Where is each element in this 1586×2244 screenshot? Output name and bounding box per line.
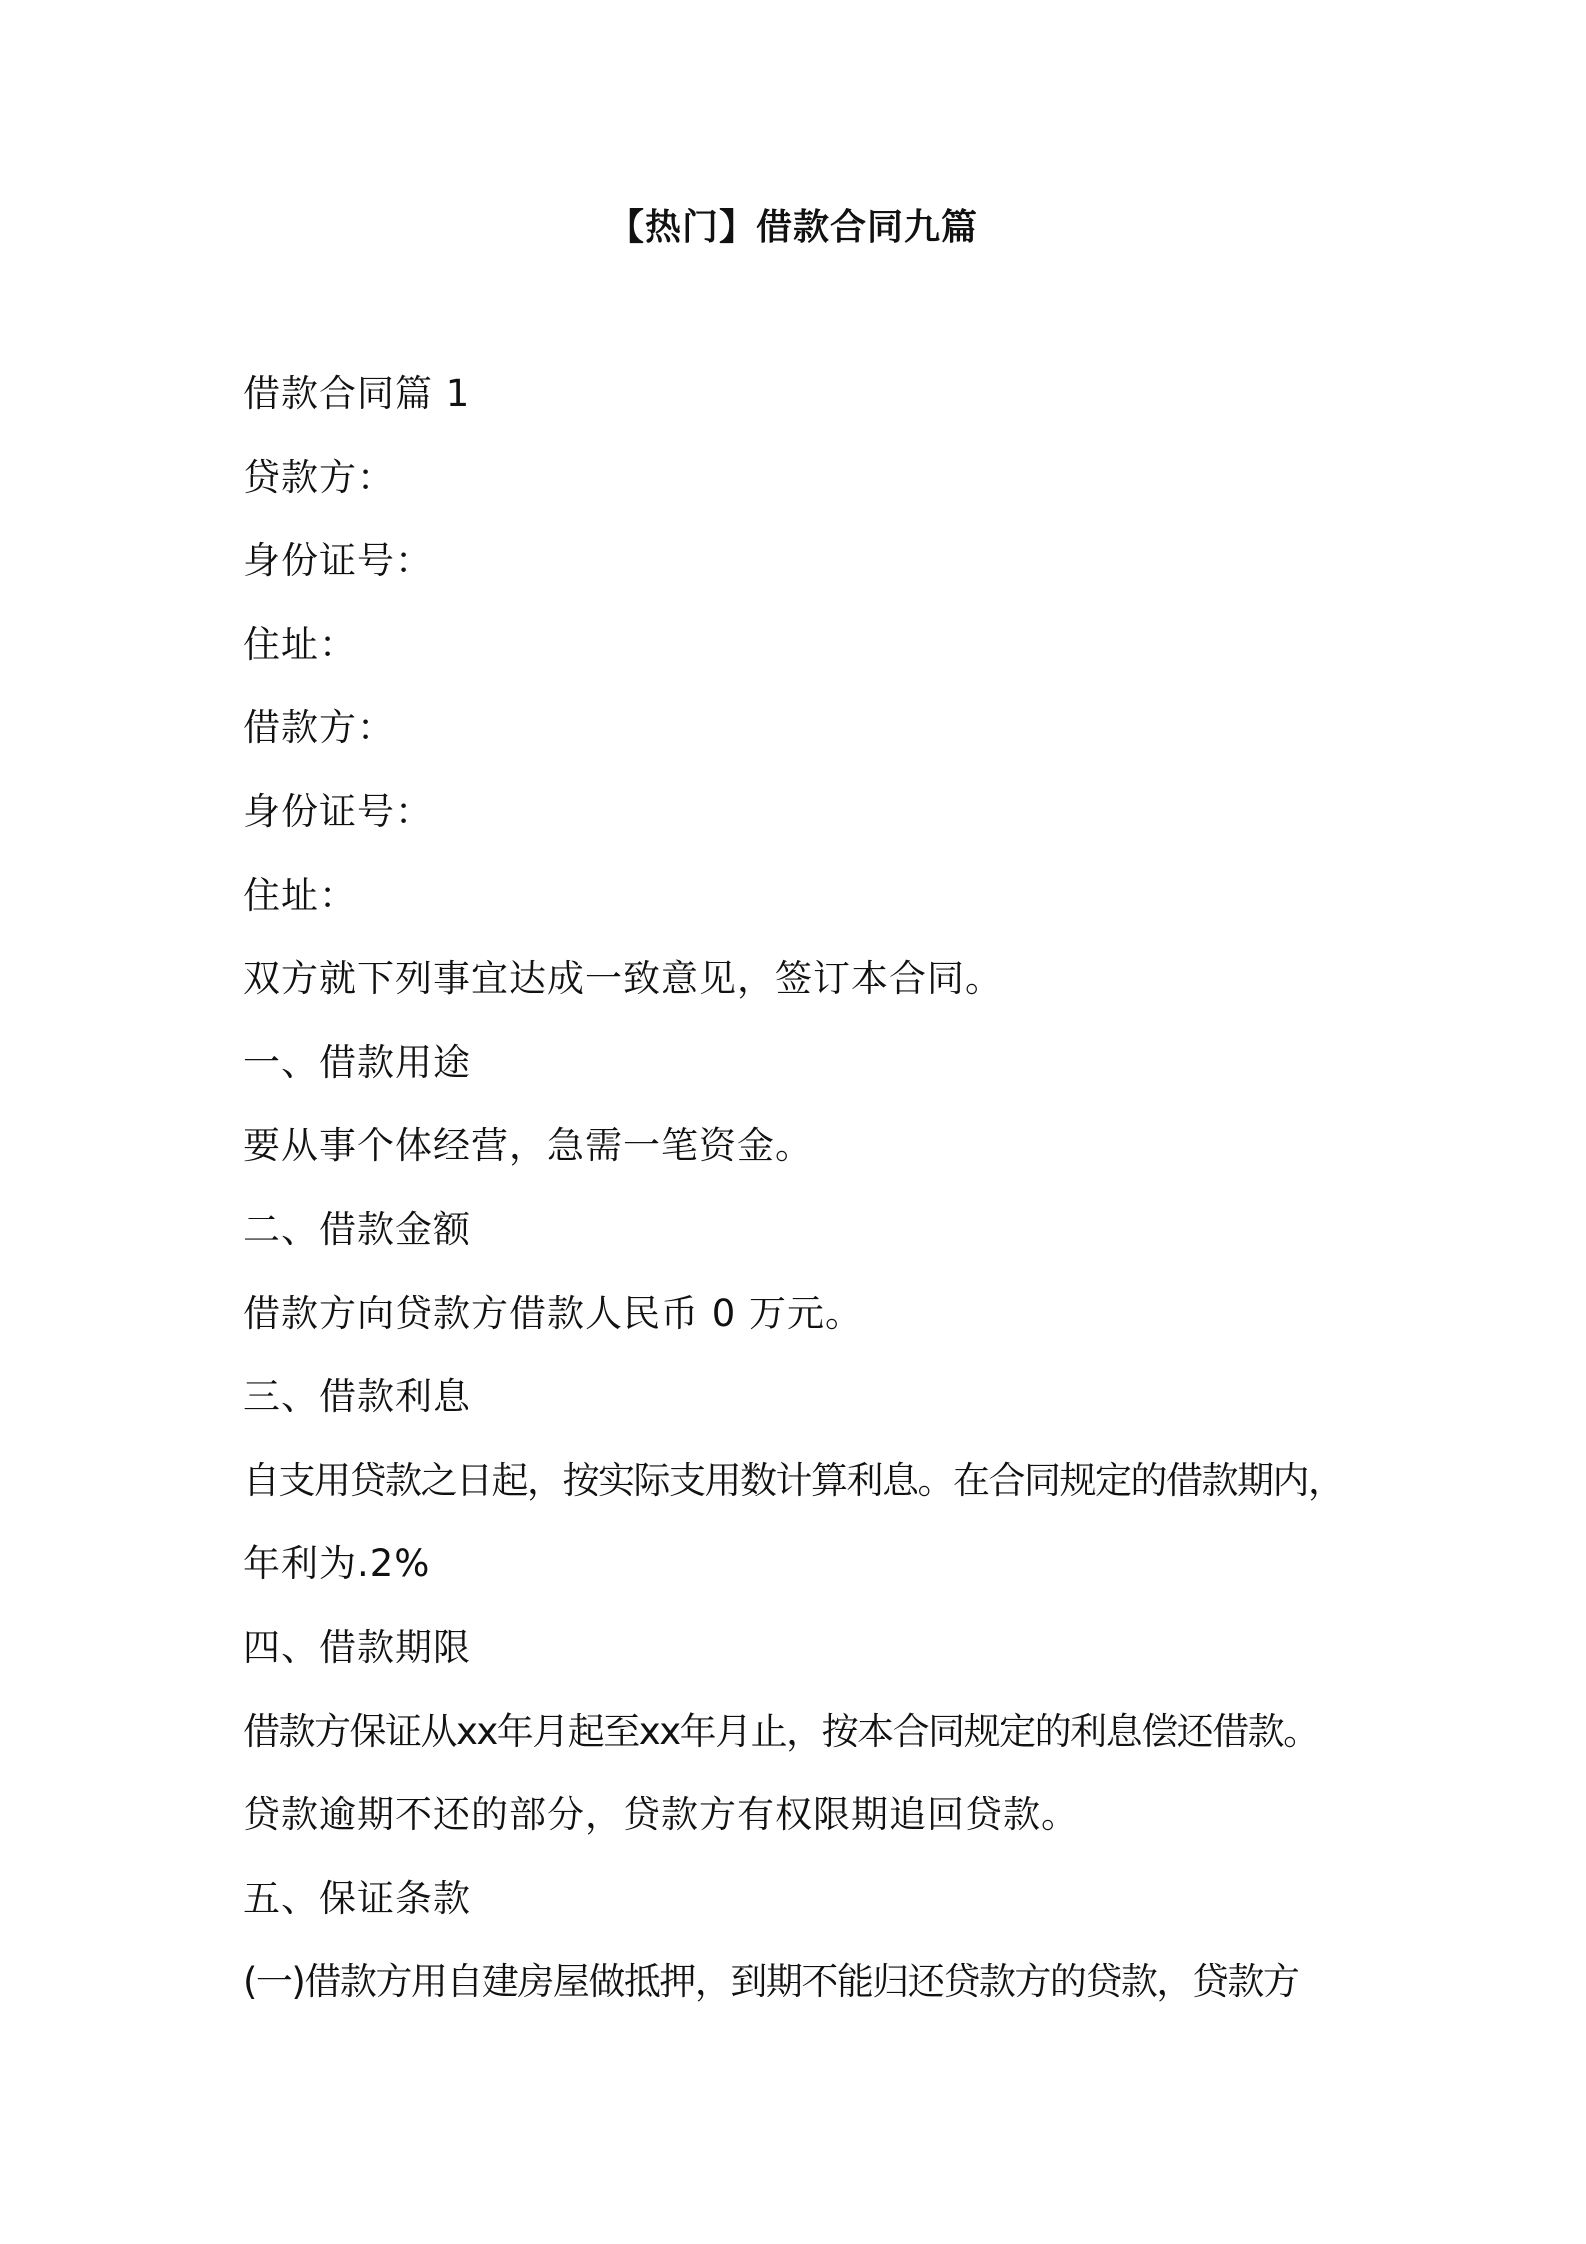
lender-field: 贷款方： [243, 455, 395, 499]
agreement-statement: 双方就下列事宜达成一致意见，签订本合同。 [243, 957, 1003, 1001]
clause-heading: 一、借款用途 [243, 1040, 471, 1084]
borrower-id-field: 身份证号： [243, 789, 433, 833]
clause-text: 要从事个体经营，急需一笔资金。 [243, 1124, 813, 1168]
lender-address-field: 住址： [243, 622, 357, 666]
clause-heading: 四、借款期限 [243, 1625, 471, 1669]
clause-heading: 二、借款金额 [243, 1207, 471, 1251]
clause-text: 借款方向贷款方借款人民币 0 万元。 [243, 1291, 864, 1335]
clause-text: 贷款逾期不还的部分，贷款方有权限期追回贷款。 [243, 1793, 1079, 1837]
clause-heading: 五、保证条款 [243, 1876, 471, 1920]
borrower-address-field: 住址： [243, 873, 357, 917]
lender-id-field: 身份证号： [243, 539, 433, 583]
borrower-field: 借款方： [243, 706, 395, 750]
clause-heading: 三、借款利息 [243, 1375, 471, 1419]
clause-text: (一)借款方用自建房屋做抵押，到期不能归还贷款方的贷款，贷款方 [243, 1960, 1299, 2004]
clause-text: 借款方保证从xx年月起至xx年月止，按本合同规定的利息偿还借款。 [243, 1709, 1319, 1753]
document-title: 【热门】借款合同九篇 [607, 207, 978, 248]
clause-text: 自支用贷款之日起，按实际支用数计算利息。在合同规定的借款期内， [243, 1458, 1344, 1502]
document-body [243, 364, 1363, 2036]
section-heading: 借款合同篇 1 [243, 372, 471, 415]
clause-text: 年利为.2% [243, 1542, 431, 1586]
